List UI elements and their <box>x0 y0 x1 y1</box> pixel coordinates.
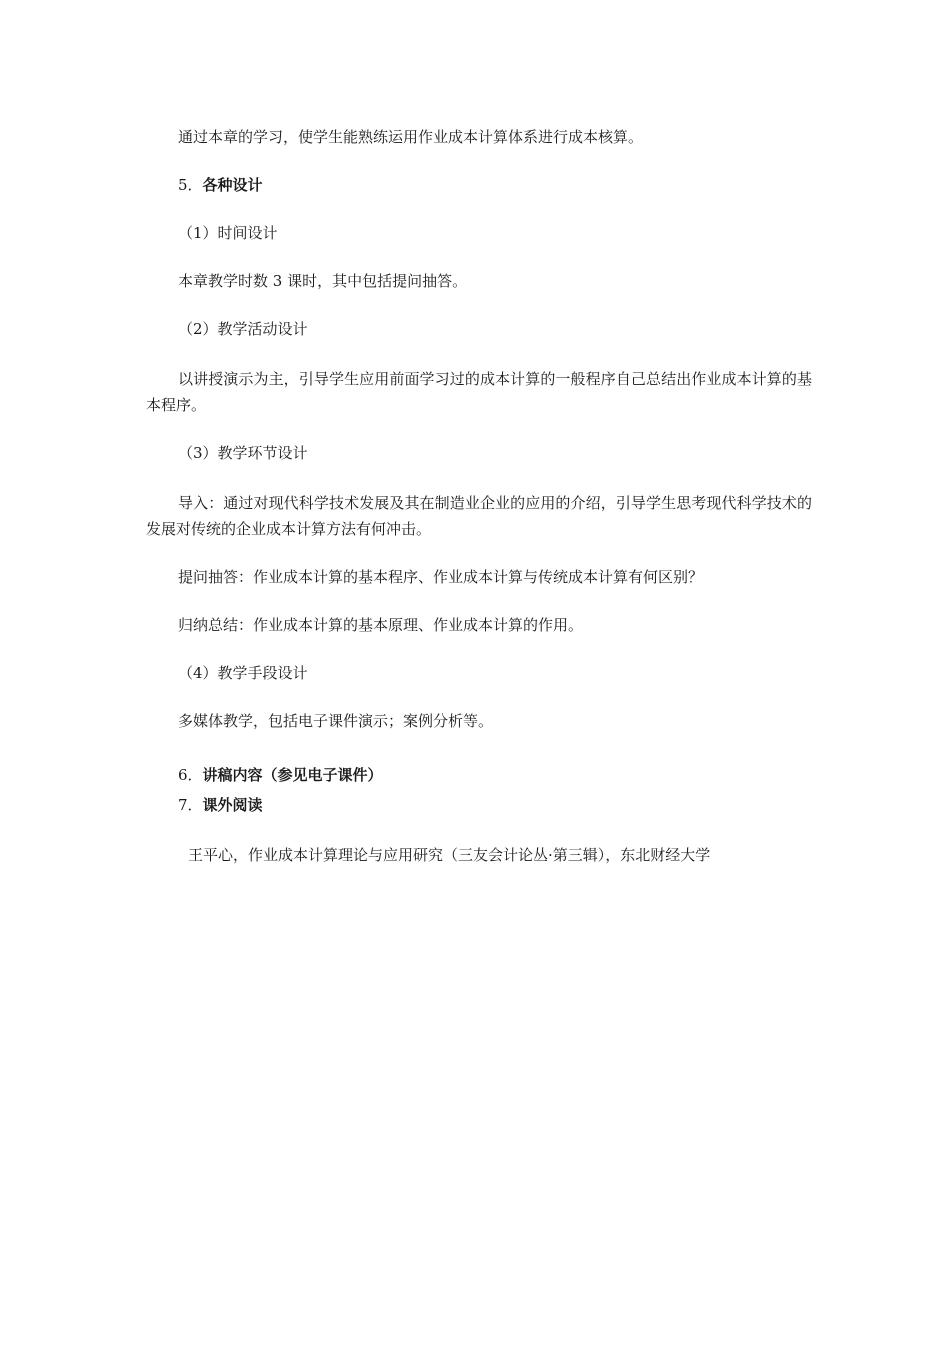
activity-design-text: 以讲授演示为主，引导学生应用前面学习过的成本计算的一般程序自己总结出作业成本计算的基本程序。 <box>146 370 812 414</box>
stage-question-text: 提问抽答：作业成本计算的基本程序、作业成本计算与传统成本计算有何区别？ <box>178 568 704 586</box>
section-7-title: 课外阅读 <box>202 796 263 814</box>
means-design-text: 多媒体教学，包括电子课件演示；案例分析等。 <box>178 712 494 730</box>
chapter-goal-text: 通过本章的学习，使学生能熟练运用作业成本计算体系进行成本核算。 <box>178 128 644 146</box>
section-7-heading <box>178 794 263 816</box>
section-5-number: 5． <box>178 176 203 194</box>
subsection-stage-design-title: （3）教学环节设计 <box>178 444 308 462</box>
reading-reference-text: 王平心，作业成本计算理论与应用研究（三友会计论丛·第三辑），东北财经大学 <box>188 846 711 864</box>
subsection-means-design-title: （4）教学手段设计 <box>178 664 308 682</box>
section-6-title: 讲稿内容（参见电子课件） <box>202 766 383 784</box>
stage-summary-text: 归纳总结：作业成本计算的基本原理、作业成本计算的作用。 <box>178 616 584 634</box>
section-7-number: 7． <box>178 796 203 814</box>
section-5-heading <box>178 174 263 196</box>
section-6-heading <box>178 764 383 786</box>
section-6-number: 6． <box>178 766 203 784</box>
time-design-text: 本章教学时数 3 课时，其中包括提问抽答。 <box>178 272 468 290</box>
subsection-time-design-title: （1）时间设计 <box>178 224 278 242</box>
stage-intro-text: 导入：通过对现代科学技术发展及其在制造业企业的应用的介绍，引导学生思考现代科学技术的发展对传统的企业成本计算方法有何冲击。 <box>146 494 812 538</box>
subsection-activity-design-title: （2）教学活动设计 <box>178 320 308 338</box>
section-5-title: 各种设计 <box>202 176 263 194</box>
